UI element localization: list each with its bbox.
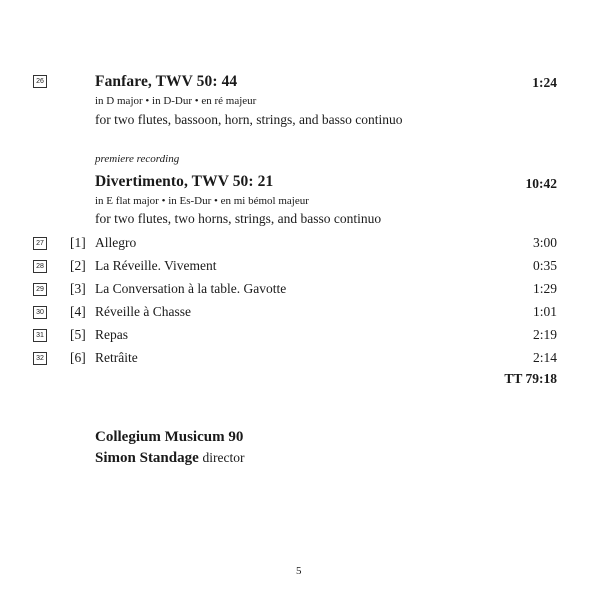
track-number-box: 27	[33, 237, 47, 250]
track-number-box: 31	[33, 329, 47, 342]
movement-title: Retrâite	[95, 350, 138, 365]
work-title: Divertimento, TWV 50: 21	[95, 173, 274, 190]
movement-title: Réveille à Chasse	[95, 304, 191, 319]
movement-number: [1]	[70, 235, 86, 250]
movement-number: [6]	[70, 350, 86, 365]
movement-number: [5]	[70, 327, 86, 342]
work-scoring: for two flutes, bassoon, horn, strings, and basso continuo	[95, 112, 403, 127]
track-number-box: 28	[33, 260, 47, 273]
movement-number: [4]	[70, 304, 86, 319]
track-number-box: 32	[33, 352, 47, 365]
director-role: director	[202, 450, 245, 465]
movement-duration: 0:35	[532, 258, 557, 273]
premiere-note: premiere recording	[95, 153, 180, 165]
work-key: in E flat major • in Es-Dur • en mi bémol majeur	[95, 195, 309, 207]
track-number-box: 30	[33, 306, 47, 319]
movement-number: [2]	[70, 258, 86, 273]
movement-duration: 3:00	[532, 235, 557, 250]
work-duration: 10:42	[525, 176, 557, 191]
movement-title: La Réveille. Vivement	[95, 258, 217, 273]
movement-number: [3]	[70, 281, 86, 296]
movement-title: La Conversation à la table. Gavotte	[95, 281, 287, 296]
work-key: in D major • in D-Dur • en ré majeur	[95, 95, 257, 107]
total-time: TT 79:18	[504, 371, 557, 386]
movement-title: Repas	[95, 327, 128, 342]
track-number-box: 26	[33, 75, 47, 88]
page-number: 5	[296, 565, 302, 577]
work-duration: 1:24	[532, 75, 557, 90]
work-scoring: for two flutes, two horns, strings, and basso continuo	[95, 211, 382, 226]
movement-duration: 2:14	[532, 350, 557, 365]
work-title: Fanfare, TWV 50: 44	[95, 73, 238, 90]
director-name: Simon Standage	[95, 450, 199, 466]
director-credit	[95, 450, 245, 467]
movement-duration: 1:01	[532, 304, 557, 319]
ensemble-name: Collegium Musicum 90	[95, 429, 244, 445]
track-number-box: 29	[33, 283, 47, 296]
movement-duration: 1:29	[532, 281, 557, 296]
movement-title: Allegro	[95, 235, 137, 250]
movement-duration: 2:19	[532, 327, 557, 342]
